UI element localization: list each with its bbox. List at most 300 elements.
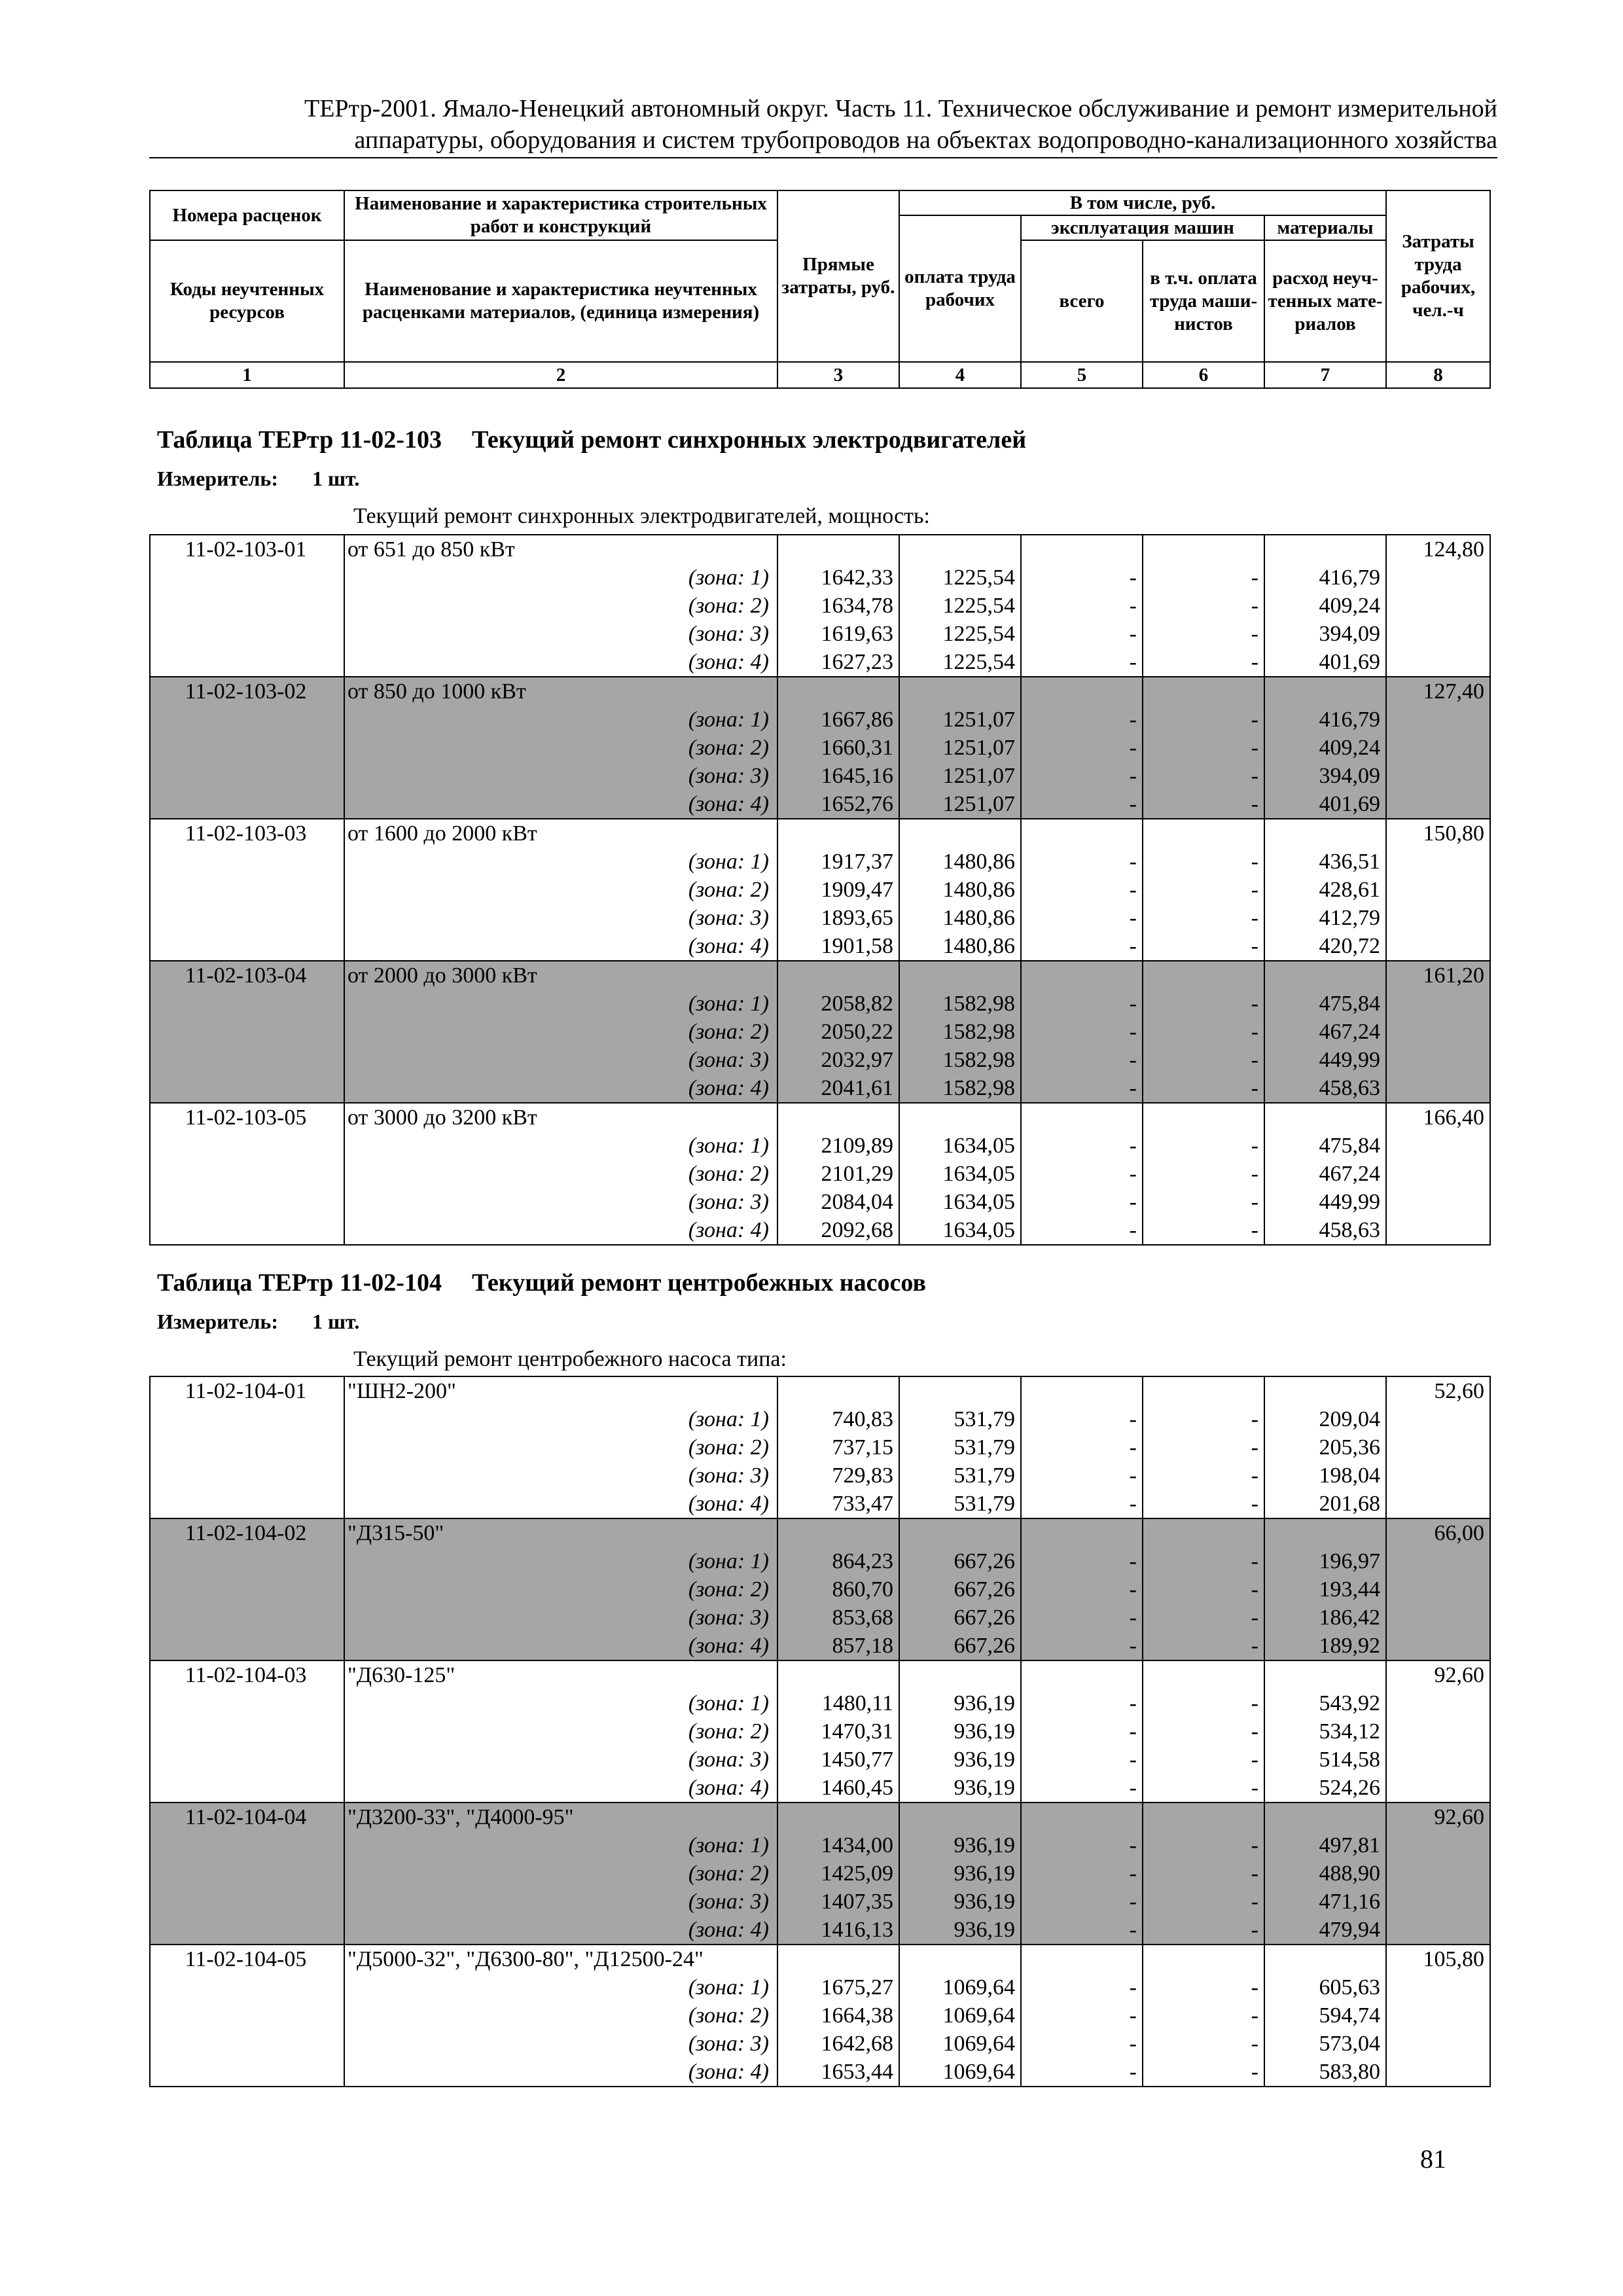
header-labor: Затраты труда рабочих, чел.-ч	[1386, 190, 1490, 362]
zone-row	[150, 1632, 1490, 1660]
machinist-wages-cost: -	[1143, 2030, 1264, 2058]
machines-cost: -	[1021, 1831, 1143, 1859]
machines-cost: -	[1021, 1575, 1143, 1604]
empty-cell	[1386, 762, 1490, 790]
zone-row	[150, 1859, 1490, 1888]
rate-code: 11-02-103-05	[150, 1103, 344, 1132]
empty-cell	[1021, 677, 1143, 706]
empty-cell	[150, 2058, 344, 2087]
empty-cell	[1386, 1604, 1490, 1632]
machinist-wages-cost: -	[1143, 706, 1264, 734]
zone-label: (зона: 3)	[344, 1462, 777, 1490]
empty-cell	[1264, 1945, 1386, 1973]
materials-cost: 420,72	[1264, 932, 1386, 961]
rate-item-group	[150, 1945, 1490, 2087]
machines-cost: -	[1021, 1547, 1143, 1575]
rate-code: 11-02-103-01	[150, 535, 344, 564]
empty-cell	[150, 990, 344, 1018]
empty-cell	[899, 535, 1021, 564]
zone-row	[150, 1046, 1490, 1074]
empty-cell	[1386, 2030, 1490, 2058]
empty-cell	[777, 677, 899, 706]
empty-cell	[1143, 1945, 1264, 1973]
empty-cell	[1021, 1945, 1143, 1973]
direct-cost: 864,23	[777, 1547, 899, 1575]
page-number: 81	[1420, 2144, 1446, 2174]
column-number: 2	[344, 362, 777, 388]
zone-row	[150, 2001, 1490, 2030]
rate-name: "Д3200-33", "Д4000-95"	[344, 1803, 777, 1831]
labor-cost: 166,40	[1386, 1103, 1490, 1132]
empty-cell	[1021, 1660, 1143, 1689]
empty-cell	[150, 762, 344, 790]
machines-cost: -	[1021, 1490, 1143, 1518]
column-number: 6	[1143, 362, 1264, 388]
empty-cell	[1264, 1803, 1386, 1831]
zone-label: (зона: 2)	[344, 1160, 777, 1188]
materials-cost: 409,24	[1264, 734, 1386, 762]
machinist-wages-cost: -	[1143, 1916, 1264, 1945]
zone-label: (зона: 1)	[344, 990, 777, 1018]
zone-label: (зона: 2)	[344, 1433, 777, 1462]
rate-item-group	[150, 1660, 1490, 1803]
empty-cell	[1021, 535, 1143, 564]
empty-cell	[1386, 1433, 1490, 1462]
zone-label: (зона: 4)	[344, 648, 777, 677]
direct-cost: 1653,44	[777, 2058, 899, 2087]
direct-cost: 1667,86	[777, 706, 899, 734]
column-number: 1	[150, 362, 344, 388]
machinist-wages-cost: -	[1143, 1216, 1264, 1245]
materials-cost: 186,42	[1264, 1604, 1386, 1632]
rate-item-row	[150, 1945, 1490, 1973]
section-intro: Текущий ремонт синхронных электродвигателей, мощность:	[353, 504, 930, 528]
materials-cost: 458,63	[1264, 1074, 1386, 1103]
empty-cell	[1386, 620, 1490, 648]
direct-cost: 2109,89	[777, 1132, 899, 1160]
empty-cell	[1386, 734, 1490, 762]
machinist-wages-cost: -	[1143, 2058, 1264, 2087]
direct-cost: 1416,13	[777, 1916, 899, 1945]
wages-cost: 531,79	[899, 1490, 1021, 1518]
zone-label: (зона: 3)	[344, 2030, 777, 2058]
zone-row	[150, 932, 1490, 961]
materials-cost: 394,09	[1264, 762, 1386, 790]
wages-cost: 667,26	[899, 1547, 1021, 1575]
wages-cost: 936,19	[899, 1746, 1021, 1774]
materials-cost: 573,04	[1264, 2030, 1386, 2058]
empty-cell	[1143, 1660, 1264, 1689]
direct-cost: 1645,16	[777, 762, 899, 790]
empty-cell	[1386, 2001, 1490, 2030]
zone-label: (зона: 4)	[344, 1074, 777, 1103]
empty-cell	[150, 1859, 344, 1888]
rate-code: 11-02-104-03	[150, 1660, 344, 1689]
header-work-name: Наименование и характеристика строительных работ и конструкций	[344, 190, 777, 240]
wages-cost: 1582,98	[899, 1018, 1021, 1046]
wages-cost: 1251,07	[899, 706, 1021, 734]
empty-cell	[150, 1490, 344, 1518]
machinist-wages-cost: -	[1143, 932, 1264, 961]
machines-cost: -	[1021, 1746, 1143, 1774]
zone-row	[150, 1604, 1490, 1632]
zone-label: (зона: 2)	[344, 592, 777, 620]
machinist-wages-cost: -	[1143, 1859, 1264, 1888]
wages-cost: 1634,05	[899, 1188, 1021, 1216]
empty-cell	[1386, 706, 1490, 734]
wages-cost: 1069,64	[899, 2058, 1021, 2087]
rate-item-group	[150, 819, 1490, 961]
empty-cell	[150, 1433, 344, 1462]
zone-row	[150, 1405, 1490, 1433]
empty-cell	[1021, 1803, 1143, 1831]
machinist-wages-cost: -	[1143, 734, 1264, 762]
page-header-line-2: аппаратуры, оборудования и систем трубопроводов на объектах водопроводно-канализационного хозяйства	[354, 126, 1497, 154]
zone-row	[150, 1774, 1490, 1803]
rate-name: "Д5000-32", "Д6300-80", "Д12500-24"	[344, 1945, 777, 1973]
empty-cell	[777, 819, 899, 848]
materials-cost: 471,16	[1264, 1888, 1386, 1916]
rate-name: от 1600 до 2000 кВт	[344, 819, 777, 848]
rate-item-group	[150, 1103, 1490, 1245]
materials-cost: 189,92	[1264, 1632, 1386, 1660]
direct-cost: 1407,35	[777, 1888, 899, 1916]
zone-row	[150, 790, 1490, 819]
machines-cost: -	[1021, 790, 1143, 819]
rates-table	[149, 534, 1491, 1246]
materials-cost: 467,24	[1264, 1160, 1386, 1188]
empty-cell	[150, 1604, 344, 1632]
direct-cost: 1480,11	[777, 1689, 899, 1717]
empty-cell	[1386, 1746, 1490, 1774]
rate-item-row	[150, 819, 1490, 848]
zone-row	[150, 1888, 1490, 1916]
column-header-table	[149, 190, 1491, 389]
zone-label: (зона: 4)	[344, 1216, 777, 1245]
zone-row	[150, 706, 1490, 734]
machinist-wages-cost: -	[1143, 1547, 1264, 1575]
wages-cost: 1634,05	[899, 1160, 1021, 1188]
wages-cost: 1480,86	[899, 876, 1021, 904]
empty-cell	[150, 1074, 344, 1103]
wages-cost: 1251,07	[899, 734, 1021, 762]
empty-cell	[1264, 1103, 1386, 1132]
machinist-wages-cost: -	[1143, 904, 1264, 932]
zone-row	[150, 1717, 1490, 1746]
materials-cost: 198,04	[1264, 1462, 1386, 1490]
section-intro: Текущий ремонт центробежного насоса типа:	[353, 1347, 787, 1371]
empty-cell	[1264, 819, 1386, 848]
empty-cell	[1143, 1518, 1264, 1547]
materials-cost: 475,84	[1264, 990, 1386, 1018]
empty-cell	[150, 620, 344, 648]
rate-item-group	[150, 1376, 1490, 1518]
direct-cost: 857,18	[777, 1632, 899, 1660]
empty-cell	[1264, 535, 1386, 564]
machinist-wages-cost: -	[1143, 790, 1264, 819]
empty-cell	[1386, 904, 1490, 932]
labor-cost: 92,60	[1386, 1803, 1490, 1831]
empty-cell	[1386, 1973, 1490, 2001]
materials-cost: 428,61	[1264, 876, 1386, 904]
rate-name: "Д630-125"	[344, 1660, 777, 1689]
measure-label: Измеритель:	[157, 467, 278, 490]
zone-label: (зона: 3)	[344, 1888, 777, 1916]
labor-cost: 52,60	[1386, 1376, 1490, 1405]
zone-row	[150, 1746, 1490, 1774]
empty-cell	[1264, 677, 1386, 706]
wages-cost: 1225,54	[899, 648, 1021, 677]
wages-cost: 1069,64	[899, 2030, 1021, 2058]
header-materials-usage: расход неуч-тенных мате-риалов	[1264, 240, 1386, 362]
zone-label: (зона: 1)	[344, 848, 777, 876]
direct-cost: 1675,27	[777, 1973, 899, 2001]
wages-cost: 1225,54	[899, 564, 1021, 592]
zone-label: (зона: 4)	[344, 1774, 777, 1803]
materials-cost: 488,90	[1264, 1859, 1386, 1888]
empty-cell	[1386, 848, 1490, 876]
zone-label: (зона: 1)	[344, 1689, 777, 1717]
empty-cell	[1386, 648, 1490, 677]
header-material-name: Наименование и характеристика неучтенных расценками материалов, (единица измерения)	[344, 240, 777, 362]
empty-cell	[777, 961, 899, 990]
labor-cost: 124,80	[1386, 535, 1490, 564]
materials-cost: 583,80	[1264, 2058, 1386, 2087]
wages-cost: 936,19	[899, 1717, 1021, 1746]
machinist-wages-cost: -	[1143, 1160, 1264, 1188]
direct-cost: 1634,78	[777, 592, 899, 620]
zone-row	[150, 1547, 1490, 1575]
empty-cell	[1386, 1160, 1490, 1188]
empty-cell	[150, 1216, 344, 1245]
direct-cost: 729,83	[777, 1462, 899, 1490]
empty-cell	[1143, 961, 1264, 990]
rate-item-group	[150, 1803, 1490, 1945]
header-including: В том числе, руб.	[899, 190, 1386, 215]
empty-cell	[1386, 1462, 1490, 1490]
empty-cell	[899, 1518, 1021, 1547]
empty-cell	[777, 1376, 899, 1405]
section-title	[157, 425, 1026, 454]
zone-row	[150, 734, 1490, 762]
empty-cell	[150, 932, 344, 961]
measure-line	[157, 1310, 359, 1334]
machinist-wages-cost: -	[1143, 990, 1264, 1018]
machinist-wages-cost: -	[1143, 1018, 1264, 1046]
machines-cost: -	[1021, 1132, 1143, 1160]
wages-cost: 667,26	[899, 1575, 1021, 1604]
machines-cost: -	[1021, 592, 1143, 620]
empty-cell	[150, 904, 344, 932]
materials-cost: 475,84	[1264, 1132, 1386, 1160]
direct-cost: 1652,76	[777, 790, 899, 819]
empty-cell	[150, 1916, 344, 1945]
wages-cost: 1251,07	[899, 762, 1021, 790]
machinist-wages-cost: -	[1143, 1490, 1264, 1518]
rate-item-row	[150, 1376, 1490, 1405]
machines-cost: -	[1021, 1188, 1143, 1216]
empty-cell	[1386, 1831, 1490, 1859]
materials-cost: 412,79	[1264, 904, 1386, 932]
direct-cost: 2050,22	[777, 1018, 899, 1046]
direct-cost: 1425,09	[777, 1859, 899, 1888]
column-number: 4	[899, 362, 1021, 388]
empty-cell	[1386, 790, 1490, 819]
direct-cost: 2058,82	[777, 990, 899, 1018]
empty-cell	[1386, 564, 1490, 592]
machines-cost: -	[1021, 1046, 1143, 1074]
machines-cost: -	[1021, 2030, 1143, 2058]
zone-row	[150, 648, 1490, 677]
machinist-wages-cost: -	[1143, 620, 1264, 648]
machines-cost: -	[1021, 1074, 1143, 1103]
direct-cost: 1627,23	[777, 648, 899, 677]
empty-cell	[150, 706, 344, 734]
header-wages: оплата труда рабочих	[899, 215, 1021, 362]
empty-cell	[1386, 1074, 1490, 1103]
empty-cell	[150, 1462, 344, 1490]
wages-cost: 1634,05	[899, 1132, 1021, 1160]
empty-cell	[150, 790, 344, 819]
rate-item-row	[150, 1103, 1490, 1132]
wages-cost: 1225,54	[899, 620, 1021, 648]
empty-cell	[1264, 1376, 1386, 1405]
machines-cost: -	[1021, 620, 1143, 648]
rate-item-row	[150, 535, 1490, 564]
empty-cell	[1386, 1188, 1490, 1216]
direct-cost: 1909,47	[777, 876, 899, 904]
empty-cell	[899, 677, 1021, 706]
zone-label: (зона: 3)	[344, 1046, 777, 1074]
machinist-wages-cost: -	[1143, 1132, 1264, 1160]
machines-cost: -	[1021, 648, 1143, 677]
empty-cell	[1021, 819, 1143, 848]
empty-cell	[1021, 1518, 1143, 1547]
zone-row	[150, 2058, 1490, 2087]
rate-item-row	[150, 677, 1490, 706]
zone-row	[150, 1575, 1490, 1604]
machines-cost: -	[1021, 990, 1143, 1018]
materials-cost: 436,51	[1264, 848, 1386, 876]
wages-cost: 936,19	[899, 1916, 1021, 1945]
column-number: 8	[1386, 362, 1490, 388]
materials-cost: 524,26	[1264, 1774, 1386, 1803]
empty-cell	[150, 592, 344, 620]
column-number: 3	[777, 362, 899, 388]
wages-cost: 1582,98	[899, 1046, 1021, 1074]
section-table-name: Текущий ремонт центробежных насосов	[471, 1269, 926, 1297]
empty-cell	[1264, 1518, 1386, 1547]
machines-cost: -	[1021, 1160, 1143, 1188]
empty-cell	[899, 1945, 1021, 1973]
empty-cell	[1143, 1376, 1264, 1405]
empty-cell	[1386, 1405, 1490, 1433]
materials-cost: 514,58	[1264, 1746, 1386, 1774]
header-materials: материалы	[1264, 215, 1386, 240]
wages-cost: 1582,98	[899, 990, 1021, 1018]
zone-row	[150, 1462, 1490, 1490]
machinist-wages-cost: -	[1143, 848, 1264, 876]
machines-cost: -	[1021, 564, 1143, 592]
direct-cost: 2092,68	[777, 1216, 899, 1245]
direct-cost: 860,70	[777, 1575, 899, 1604]
zone-row	[150, 2030, 1490, 2058]
zone-label: (зона: 1)	[344, 1405, 777, 1433]
direct-cost: 1893,65	[777, 904, 899, 932]
materials-cost: 394,09	[1264, 620, 1386, 648]
zone-row	[150, 762, 1490, 790]
zone-row	[150, 904, 1490, 932]
zone-label: (зона: 4)	[344, 790, 777, 819]
empty-cell	[899, 1103, 1021, 1132]
materials-cost: 409,24	[1264, 592, 1386, 620]
zone-label: (зона: 2)	[344, 1575, 777, 1604]
zone-row	[150, 1188, 1490, 1216]
zone-label: (зона: 1)	[344, 1973, 777, 2001]
direct-cost: 1642,33	[777, 564, 899, 592]
empty-cell	[1143, 677, 1264, 706]
zone-label: (зона: 2)	[344, 876, 777, 904]
direct-cost: 737,15	[777, 1433, 899, 1462]
empty-cell	[150, 1046, 344, 1074]
empty-cell	[150, 2030, 344, 2058]
machines-cost: -	[1021, 1405, 1143, 1433]
machinist-wages-cost: -	[1143, 2001, 1264, 2030]
zone-label: (зона: 3)	[344, 1604, 777, 1632]
machinist-wages-cost: -	[1143, 1973, 1264, 2001]
empty-cell	[1386, 1132, 1490, 1160]
empty-cell	[1386, 1575, 1490, 1604]
direct-cost: 2101,29	[777, 1160, 899, 1188]
direct-cost: 2041,61	[777, 1074, 899, 1103]
materials-cost: 416,79	[1264, 564, 1386, 592]
empty-cell	[150, 1689, 344, 1717]
labor-cost: 105,80	[1386, 1945, 1490, 1973]
empty-cell	[150, 1575, 344, 1604]
empty-cell	[1386, 932, 1490, 961]
wages-cost: 936,19	[899, 1831, 1021, 1859]
machines-cost: -	[1021, 1216, 1143, 1245]
empty-cell	[150, 876, 344, 904]
machines-cost: -	[1021, 932, 1143, 961]
empty-cell	[777, 1103, 899, 1132]
labor-cost: 92,60	[1386, 1660, 1490, 1689]
zone-row	[150, 1433, 1490, 1462]
zone-row	[150, 1160, 1490, 1188]
machinist-wages-cost: -	[1143, 1746, 1264, 1774]
machines-cost: -	[1021, 1717, 1143, 1746]
machines-cost: -	[1021, 1018, 1143, 1046]
header-rate-numbers: Номера расценок	[150, 190, 344, 240]
empty-cell	[150, 1632, 344, 1660]
materials-cost: 401,69	[1264, 790, 1386, 819]
labor-cost: 127,40	[1386, 677, 1490, 706]
zone-label: (зона: 3)	[344, 904, 777, 932]
empty-cell	[1386, 1547, 1490, 1575]
materials-cost: 543,92	[1264, 1689, 1386, 1717]
rate-code: 11-02-103-03	[150, 819, 344, 848]
wages-cost: 531,79	[899, 1462, 1021, 1490]
rate-name: "ШН2-200"	[344, 1376, 777, 1405]
materials-cost: 479,94	[1264, 1916, 1386, 1945]
empty-cell	[777, 1803, 899, 1831]
machinist-wages-cost: -	[1143, 762, 1264, 790]
header-machines-total: всего	[1021, 240, 1143, 362]
page-header	[149, 93, 1497, 156]
empty-cell	[777, 1945, 899, 1973]
zone-label: (зона: 2)	[344, 734, 777, 762]
machines-cost: -	[1021, 1462, 1143, 1490]
